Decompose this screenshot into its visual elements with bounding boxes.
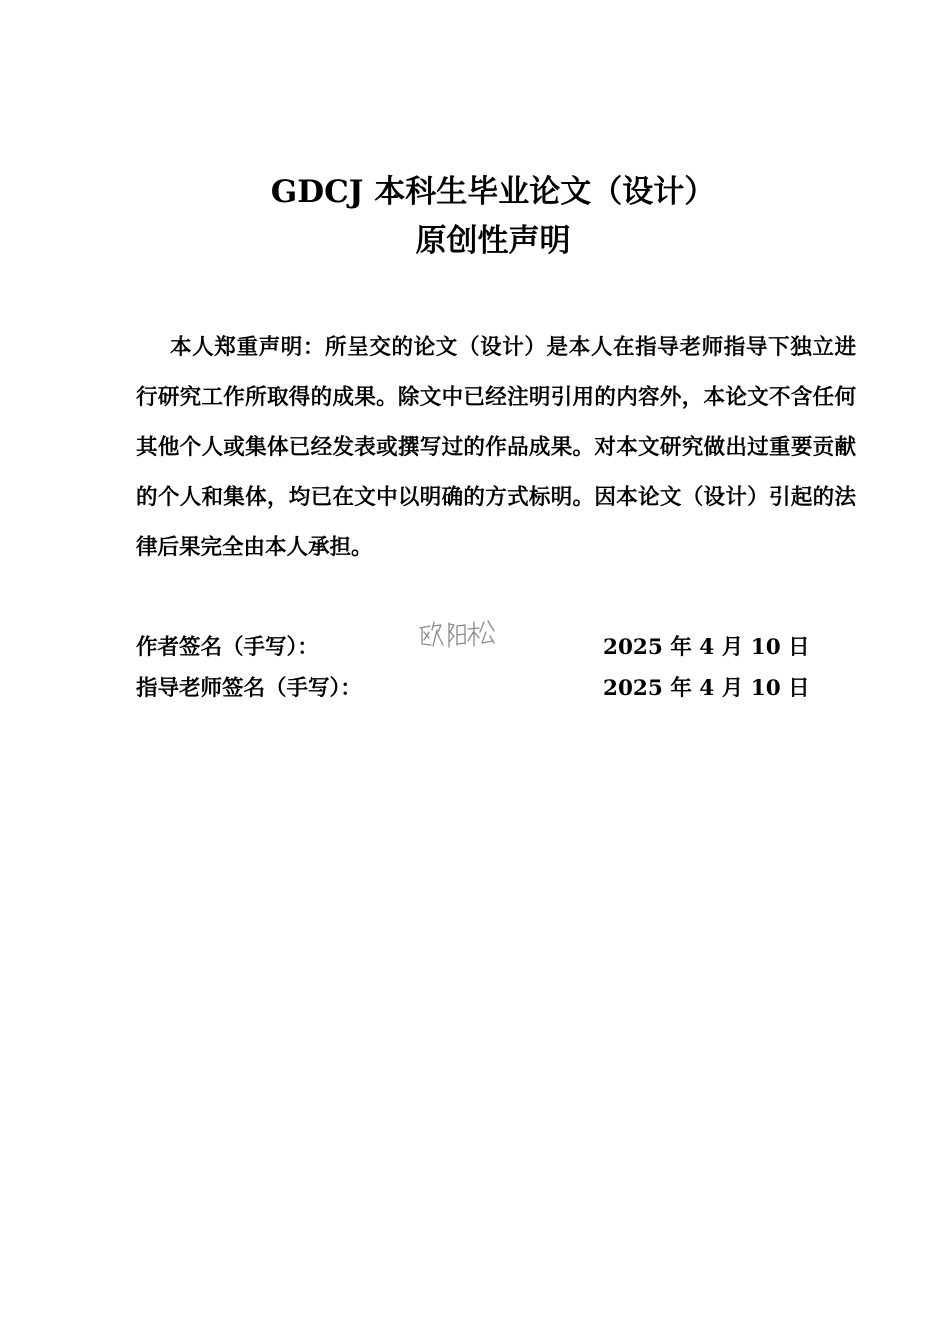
author-signature-date: 2025 年 4 月 10 日: [603, 635, 810, 660]
page-subtitle: 原创性声明: [415, 223, 571, 259]
author-handwritten-signature: [416, 614, 498, 654]
advisor-signature-label: 指导老师签名（手写）：: [136, 676, 362, 701]
page-title: GDCJ 本科生毕业论文（设计）: [270, 174, 716, 210]
author-signature-label: 作者签名（手写）：: [136, 635, 319, 660]
advisor-signature-date: 2025 年 4 月 10 日: [603, 676, 810, 701]
declaration-text: 本人郑重声明：所呈交的论文（设计）是本人在指导老师指导下独立进行研究工作所取得的成果。除文中已经注明引用的内容外，本论文不含任何其他个人或集体已经发表或撰写过的作品成果。对本文研究做出过重要贡献的个人和集体，均已在文中以明确的方式标明。因本论文（设计）引起的法律后果完全由本人承担。: [136, 335, 856, 560]
